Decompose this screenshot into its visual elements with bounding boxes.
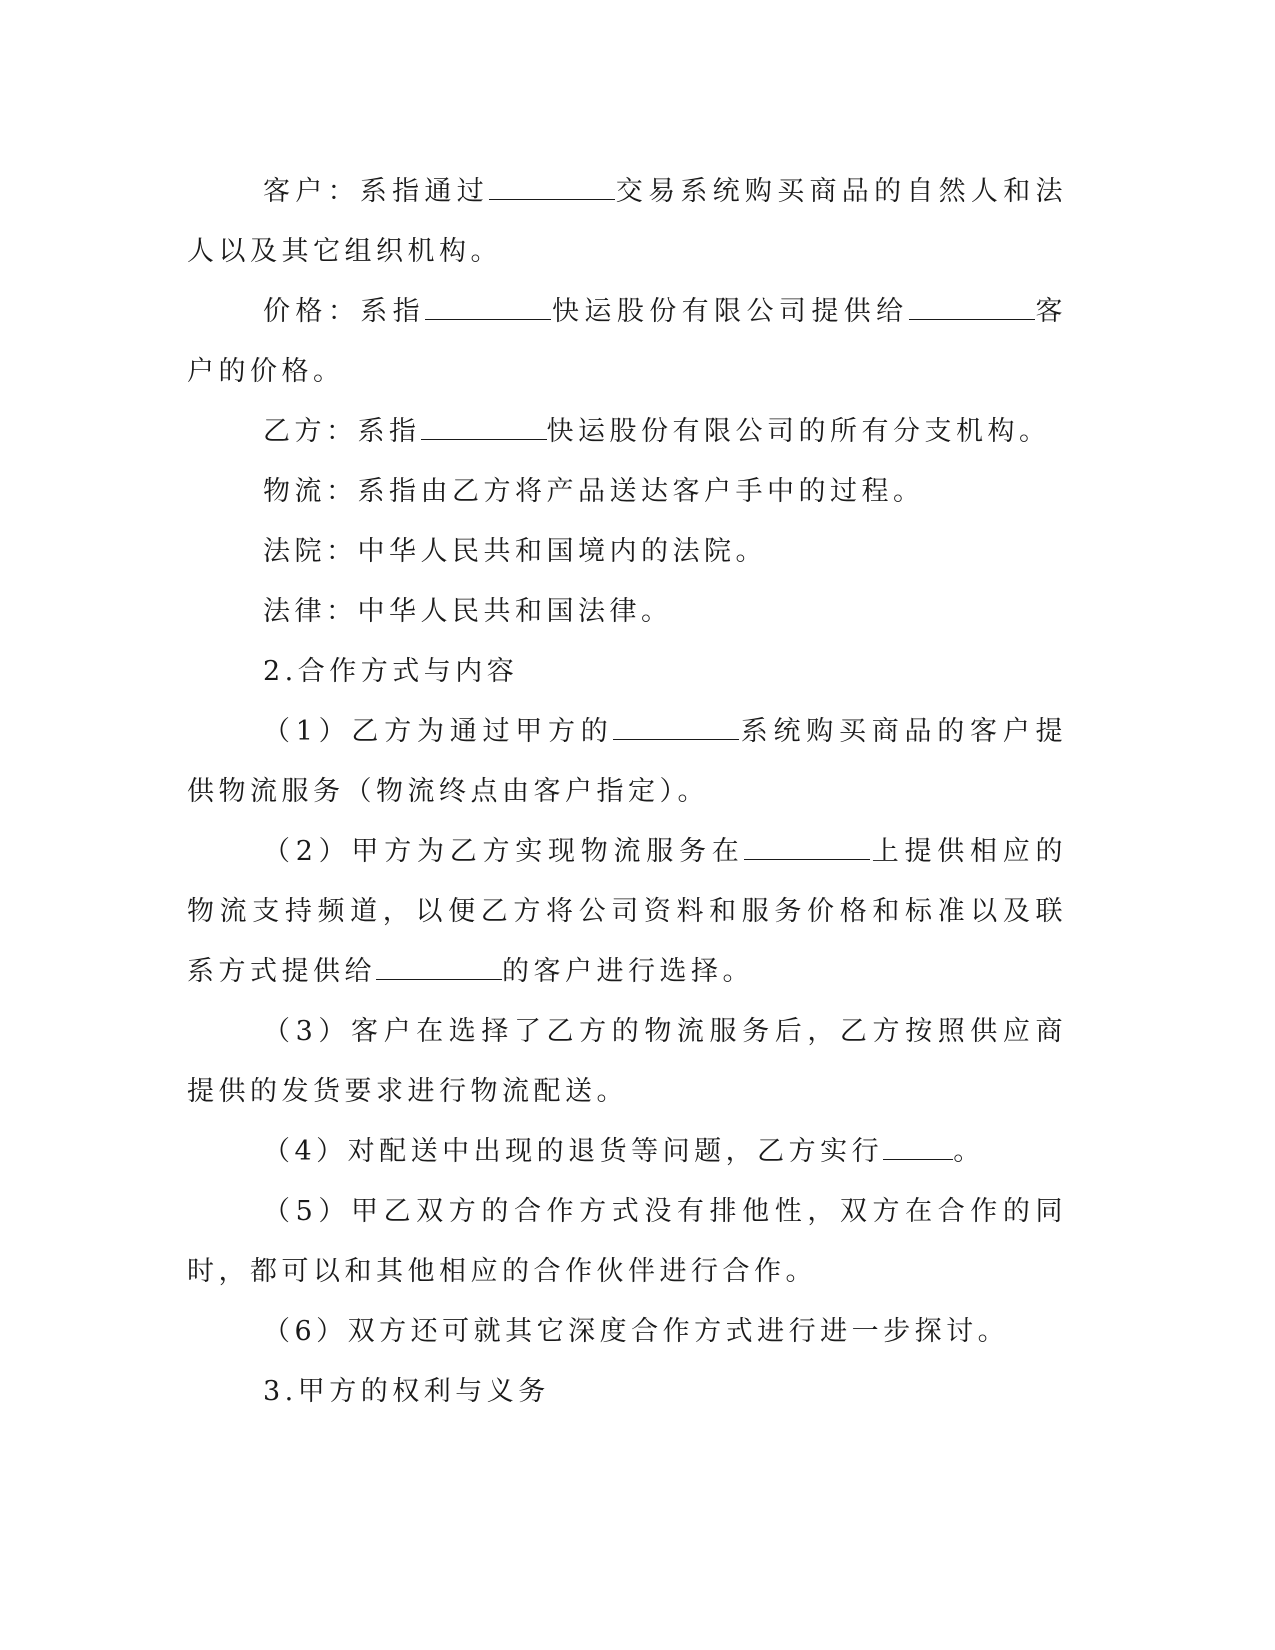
fill-in-blank — [421, 417, 547, 440]
fill-in-blank — [883, 1137, 953, 1160]
paragraph-price-definition: 价格：系指 快运股份有限公司提供给 客户的价格。 — [187, 296, 1068, 387]
fill-in-blank — [425, 297, 551, 320]
document-body — [187, 162, 1067, 1422]
fill-in-blank — [489, 177, 615, 200]
paragraph-item-6: （6）双方还可就其它深度合作方式进行进一步探讨。 — [263, 1316, 1010, 1347]
paragraph-item-1: （1）乙方为通过甲方的 系统购买商品的客户提供物流服务（物流终点由客户指定）。 — [187, 716, 1067, 807]
section-heading-partya-rights: 3.甲方的权利与义务 — [263, 1376, 550, 1407]
paragraph-partyb-definition: 乙方：系指 快运股份有限公司的所有分支机构。 — [263, 416, 1051, 447]
paragraph-item-2: （2）甲方为乙方实现物流服务在 上提供相应的物流支持频道，以便乙方将公司资料和服务价格和标准以及联系方式提供给 的客户进行选择。 — [187, 836, 1068, 987]
paragraph-law-definition: 法律：中华人民共和国法律。 — [263, 596, 673, 627]
fill-in-blank — [613, 717, 739, 740]
paragraph-item-4: （4）对配送中出现的退货等问题，乙方实行 。 — [263, 1136, 985, 1167]
fill-in-blank — [744, 837, 870, 860]
paragraph-customer-definition: 客户：系指通过 交易系统购买商品的自然人和法人以及其它组织机构。 — [187, 176, 1067, 267]
fill-in-blank — [909, 297, 1035, 320]
section-heading-cooperation: 2.合作方式与内容 — [263, 656, 519, 687]
paragraph-court-definition: 法院：中华人民共和国境内的法院。 — [263, 536, 767, 567]
paragraph-logistics-definition: 物流：系指由乙方将产品送达客户手中的过程。 — [263, 476, 925, 507]
fill-in-blank — [376, 957, 502, 980]
paragraph-item-5: （5）甲乙双方的合作方式没有排他性，双方在合作的同时，都可以和其他相应的合作伙伴进行合作。 — [187, 1196, 1067, 1287]
paragraph-item-3: （3）客户在选择了乙方的物流服务后，乙方按照供应商提供的发货要求进行物流配送。 — [187, 1016, 1067, 1107]
